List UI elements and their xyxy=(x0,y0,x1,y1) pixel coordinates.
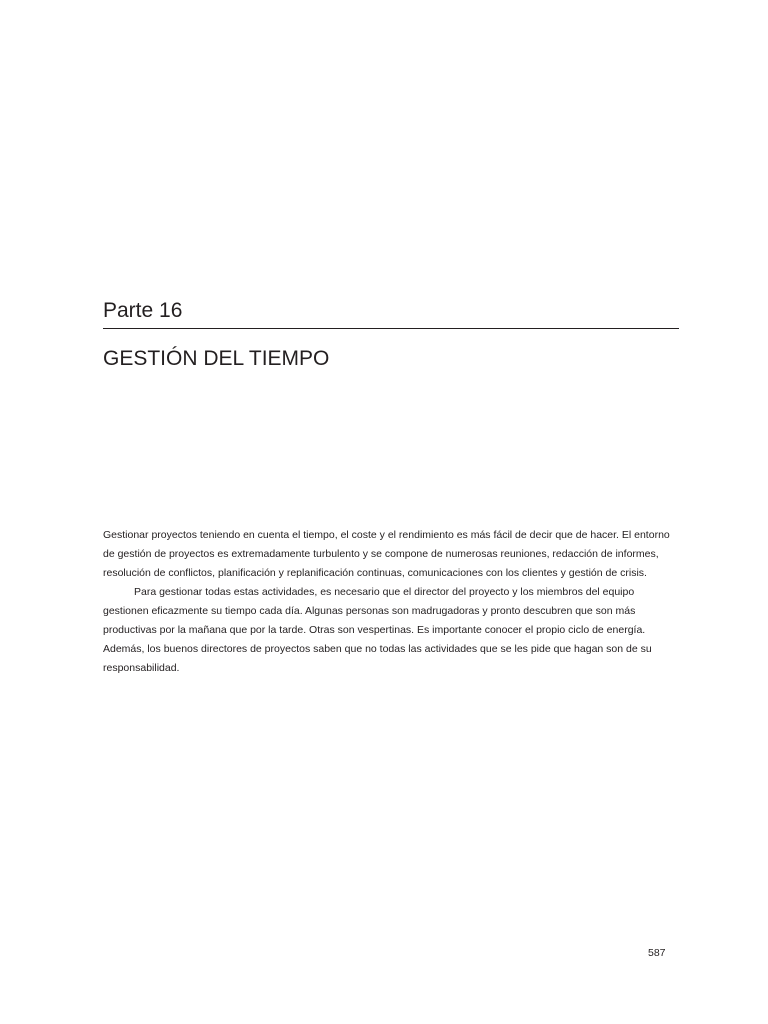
title-divider xyxy=(103,328,679,329)
page-number: 587 xyxy=(648,947,666,959)
paragraph: Para gestionar todas estas actividades, es necesario que el director del proyecto y los miembros del equipo gestionen eficazmente su tiempo cada día. Algunas personas son madrugadoras y pronto descubren que son más productivas por la mañana que por la tarde. Otras son vespertinas. Es importante conocer el propio ciclo de energía. Además, los buenos directores de proyectos saben que no todas las actividades que se les pide que hagan son de su responsabilidad. xyxy=(103,586,652,674)
paragraph: Gestionar proyectos teniendo en cuenta el tiempo, el coste y el rendimiento es más fácil de decir que de hacer. El entorno de gestión de proyectos es extremadamente turbulento y se compone de numerosas reuniones, redacción de informes, resolución de conflictos, planificación y replanificación continuas, comunicaciones con los clientes y gestión de crisis. xyxy=(103,529,670,579)
intro-text xyxy=(103,526,681,678)
part-title: GESTIÓN DEL TIEMPO xyxy=(103,347,330,370)
part-label: Parte 16 xyxy=(103,299,183,322)
